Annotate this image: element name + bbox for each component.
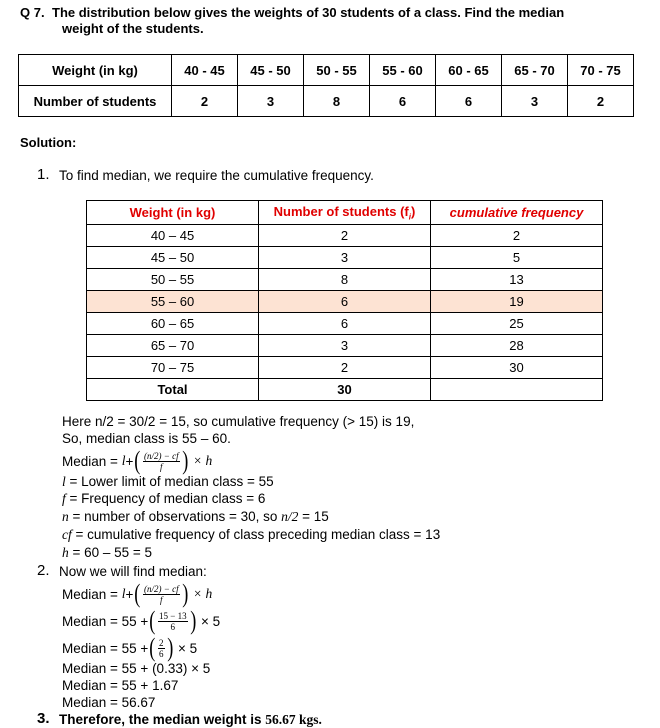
definition-l-text: = Lower limit of median class = 55 [65, 474, 274, 489]
question-text-line1: The distribution below gives the weights of 30 students of a class. Find the median [52, 5, 565, 20]
table-header-row [87, 201, 603, 225]
formula-fraction [143, 451, 180, 472]
substitution-prefix: Median = 55 + [62, 613, 149, 629]
step2-formula [62, 580, 212, 608]
fraction-denominator: f [160, 461, 163, 472]
cumulative-cell: 19 [431, 291, 603, 313]
formula-prefix: Median = [62, 586, 118, 602]
interval-cell: 55 - 60 [370, 55, 436, 86]
cumulative-column-header: cumulative frequency [431, 201, 603, 225]
empty-cell [431, 379, 603, 401]
frequency-cell: 8 [259, 269, 431, 291]
right-paren: ) [189, 606, 196, 635]
fraction-numerator: (n/2) − cf [144, 450, 179, 461]
formula-times: × h [193, 453, 213, 468]
students-header-close: ) [410, 203, 416, 219]
fraction-numerator: 2 [159, 637, 164, 648]
count-cell: 3 [238, 86, 304, 117]
question-number: Q 7. [20, 5, 45, 20]
step2-number: 2. [37, 562, 50, 579]
weight-column-header: Weight (in kg) [87, 201, 259, 225]
formula-l: l [121, 586, 126, 601]
right-paren: ) [166, 633, 173, 662]
students-row [19, 86, 634, 117]
step1-number: 1. [37, 166, 50, 183]
weight-cell: 45 – 50 [87, 247, 259, 269]
total-label: Total [87, 379, 259, 401]
subscript-i: i [408, 212, 411, 222]
symbol-f: f [62, 491, 66, 506]
cumulative-cell: 25 [431, 313, 603, 335]
symbol-cf: cf [62, 527, 72, 542]
frequency-cell: 6 [259, 291, 431, 313]
symbol-n: n [62, 509, 69, 524]
interval-cell: 70 - 75 [568, 55, 634, 86]
left-paren: ( [134, 446, 141, 475]
table-row [87, 357, 603, 379]
interval-cell: 45 - 50 [238, 55, 304, 86]
solution-label: Solution: [20, 135, 77, 150]
count-cell: 6 [370, 86, 436, 117]
simplified-times: × 5 [177, 640, 198, 656]
symbol-n-half: n/2 [281, 509, 299, 524]
definition-f [62, 491, 265, 507]
step1-text: To find median, we require the cumulative frequency. [59, 168, 374, 183]
step2-line-result: Median = 56.67 [62, 695, 156, 710]
fraction-numerator: (n/2) − cf [144, 583, 179, 594]
count-cell: 8 [304, 86, 370, 117]
cumulative-cell: 5 [431, 247, 603, 269]
weight-cell: 40 – 45 [87, 225, 259, 247]
total-row [87, 379, 603, 401]
step2-substitution [62, 607, 220, 635]
right-paren: ) [181, 446, 188, 475]
definition-h [62, 545, 152, 561]
step2-text: Now we will find median: [59, 564, 207, 579]
frequency-cell: 2 [259, 225, 431, 247]
fraction-denominator: 6 [170, 621, 176, 632]
table-row [87, 247, 603, 269]
symbol-l: l [62, 474, 66, 489]
students-column-header [259, 201, 431, 225]
explanation-line1: Here n/2 = 30/2 = 15, so cumulative frequency (> 15) is 19, [62, 414, 415, 429]
count-cell: 3 [502, 86, 568, 117]
interval-cell: 65 - 70 [502, 55, 568, 86]
step3-number: 3. [37, 710, 50, 727]
step2-line-sum: Median = 55 + 1.67 [62, 678, 179, 693]
substitution-fraction [158, 611, 188, 632]
definition-n-tail: = 15 [298, 509, 329, 524]
students-header-text: Number of students (f [273, 203, 409, 219]
weight-cell: 70 – 75 [87, 357, 259, 379]
symbol-h: h [62, 545, 69, 560]
formula-fraction [143, 584, 180, 605]
interval-cell: 60 - 65 [436, 55, 502, 86]
count-cell: 6 [436, 86, 502, 117]
weight-cell: 50 – 55 [87, 269, 259, 291]
count-cell: 2 [568, 86, 634, 117]
median-class-row [87, 291, 603, 313]
students-header: Number of students [19, 86, 172, 117]
definition-l [62, 474, 274, 490]
frequency-cell: 3 [259, 335, 431, 357]
left-paren: ( [149, 606, 156, 635]
weight-row [19, 55, 634, 86]
step3-text [59, 712, 322, 728]
formula-times: × h [193, 586, 213, 601]
formula-l: l [121, 453, 126, 468]
right-paren: ) [181, 579, 188, 608]
definition-cf [62, 527, 440, 543]
cumulative-cell: 30 [431, 357, 603, 379]
frequency-cell: 2 [259, 357, 431, 379]
question-text-line2: weight of the students. [62, 21, 204, 36]
left-paren: ( [134, 579, 141, 608]
step2-simplified [62, 634, 197, 662]
question-table [18, 54, 634, 117]
definition-f-text: = Frequency of median class = 6 [65, 491, 266, 506]
formula-plus: + [125, 453, 134, 469]
left-paren: ( [149, 633, 156, 662]
definition-n-text: = number of observations = 30, so [68, 509, 282, 524]
fraction-denominator: 6 [159, 648, 164, 659]
explanation-line2: So, median class is 55 – 60. [62, 431, 231, 446]
substitution-times: × 5 [201, 613, 221, 629]
weight-cell: 65 – 70 [87, 335, 259, 357]
weight-cell: 55 – 60 [87, 291, 259, 313]
simplified-prefix: Median = 55 + [62, 640, 149, 656]
definition-h-text: = 60 – 55 = 5 [68, 545, 153, 560]
formula-plus: + [125, 586, 134, 602]
table-row [87, 335, 603, 357]
simplified-fraction [158, 638, 165, 659]
median-formula [62, 447, 212, 475]
fraction-denominator: f [160, 594, 163, 605]
cumulative-cell: 2 [431, 225, 603, 247]
cumulative-cell: 13 [431, 269, 603, 291]
conclusion-text: Therefore, the median weight is [59, 712, 266, 727]
fraction-numerator: 15 − 13 [159, 610, 187, 621]
interval-cell: 40 - 45 [172, 55, 238, 86]
frequency-cell: 6 [259, 313, 431, 335]
weight-header: Weight (in kg) [19, 55, 172, 86]
count-cell: 2 [172, 86, 238, 117]
frequency-table [86, 200, 603, 401]
weight-cell: 60 – 65 [87, 313, 259, 335]
table-row [87, 225, 603, 247]
interval-cell: 50 - 55 [304, 55, 370, 86]
frequency-cell: 3 [259, 247, 431, 269]
formula-prefix: Median = [62, 453, 118, 469]
definition-cf-text: = cumulative frequency of class preceding median class = 13 [71, 527, 441, 542]
definition-n [62, 509, 329, 525]
table-row [87, 269, 603, 291]
cumulative-cell: 28 [431, 335, 603, 357]
total-value: 30 [259, 379, 431, 401]
table-row [87, 313, 603, 335]
median-value: 56.67 kgs. [265, 712, 322, 727]
step2-line-decimal: Median = 55 + (0.33) × 5 [62, 661, 211, 676]
